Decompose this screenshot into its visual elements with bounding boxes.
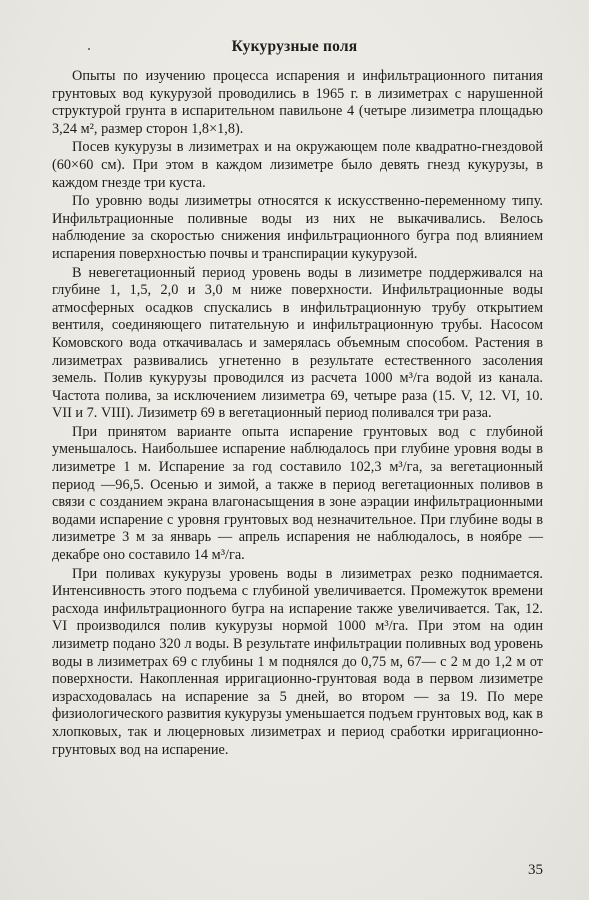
paragraph-5: При принятом варианте опыта испарение грунтовых вод с глубиной уменьшалось. Наибольшее испарение наблюдалось при глубине уровня воды в лизиметре 1 м. Испарение за год составило 102,3 м³/га, за вегетационный период —96,5. Осенью и зимой, а также в период вегетационных поливов в связи с созданием экрана влагонасыщения в зоне аэрации инфильтрационными водами испарение с уровня грунтовых вод незначительное. При глубине воды в лизиметре 3 м за январь — апрель испарения не наблюдалось, в ноябре — декабре оно составило 14 м³/га. xyxy=(52,423,543,564)
paragraph-3: По уровню воды лизиметры относятся к искусственно-переменному типу. Инфильтрационные поливные воды из них не выкачивались. Велось наблюдение за скоростью снижения инфильтрационного бугра под влиянием испарения поверхностью почвы и транспирации кукурузой. xyxy=(52,193,543,262)
paragraph-6: При поливах кукурузы уровень воды в лизиметрах резко поднимается. Интенсивность этого подъема с глубиной увеличивается. Промежуток времени расхода инфильтрационного бугра на испарение также увеличивается. Так, 12. VI производился полив кукурузы нормой 1000 м³/га. При этом на один лизиметр подано 320 л воды. В результате инфильтрации поливных вод уровень воды в лизиметрах 69 с глубины 1 м поднялся до 0,75 м, 67— с 2 м до 1,2 м от поверхности. Накопленная ирригационно-грунтовая вода в первом лизиметре израсходовалась на испарение за 5 дней, во втором — за 19. По мере физиологического развития кукурузы уменьшается подъем грунтовых вод, как в хлопковых, так и люцерновых лизиметрах и период сработки ирригационно-грунтовых вод на испарение. xyxy=(52,565,543,758)
body-text xyxy=(52,68,543,760)
paragraph-2: Посев кукурузы в лизиметрах и на окружающем поле квадратно-гнездовой (60×60 см). При этом в каждом лизиметре было девять гнезд кукурузы, в каждом гнезде три куста. xyxy=(52,139,543,191)
section-title: Кукурузные поля xyxy=(231,38,358,55)
paragraph-1: Опыты по изучению процесса испарения и инфильтрационного питания грунтовых вод кукурузой проводились в 1965 г. в лизиметрах с нарушенной структурой грунта в испарительном павильоне 4 (четыре лизиметра площадью 3,24 м², размер сторон 1,8×1,8). xyxy=(52,68,543,137)
page-number: 35 xyxy=(528,862,543,878)
paragraph-4: В невегетационный период уровень воды в лизиметре поддерживался на глубине 1, 1,5, 2,0 и 3,0 м ниже поверхности. Инфильтрационные воды атмосферных осадков спускались в инфильтрационную трубу открытием вентиля, соединяющего питательную и инфильтрационную трубы. Насосом Комовского вода откачивалась и замерялась объемным способом. Растения в лизиметрах развивались угнетенно в результате естественного засоления земель. Полив кукурузы проводился из расчета 1000 м³/га водой из канала. Частота полива, за исключением лизиметра 69, четыре раза (15. V, 12. VI, 10. VII и 7. VIII). Лизиметр 69 в вегетационный период поливался три раза. xyxy=(52,264,543,422)
